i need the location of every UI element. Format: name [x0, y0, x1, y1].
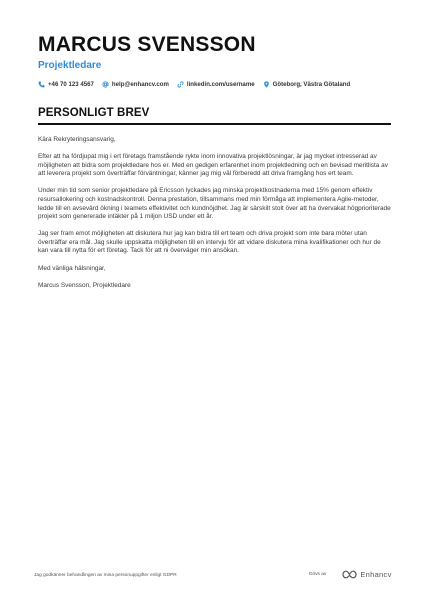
- letter-paragraph-3: Jag ser fram emot möjligheten att diskutera hur jag kan bidra till ert team och driva projekt som inte bara möter utan överträffar era mål. Jag skulle uppskatta möjligheten till en intervju för att vidare diskutera mina kvalifikationer och hur de kan vara till nytta för ert företag. Tack för att ni överväger min ansökan.: [38, 230, 381, 255]
- contact-phone-text: +46 70 123 4567: [48, 81, 94, 88]
- at-icon: [102, 81, 109, 88]
- powered-by-footer[interactable]: [309, 570, 392, 579]
- contact-phone[interactable]: [38, 81, 94, 88]
- phone-icon: [38, 81, 45, 88]
- letter-body: [38, 136, 391, 290]
- contact-location-text: Göteborg, Västra Götaland: [272, 81, 351, 88]
- cover-letter-section: [38, 107, 391, 299]
- letter-greeting: Kära Rekryteringsansvarig,: [38, 136, 116, 143]
- gdpr-consent-text: Jag godkänner behandlingen av mina personuppgifter enligt GDPR: [34, 573, 177, 578]
- enhancv-logo-icon: [342, 570, 357, 579]
- contact-email[interactable]: [102, 81, 169, 88]
- link-icon: [177, 81, 184, 88]
- contact-linkedin[interactable]: [177, 81, 255, 88]
- section-divider: [38, 123, 391, 125]
- contact-location: [263, 81, 351, 88]
- candidate-name: MARCUS SVENSSON: [38, 33, 256, 56]
- contact-email-text: help@enhancv.com: [111, 81, 169, 88]
- resume-header: [38, 34, 398, 88]
- powered-by-label: Drivs av: [309, 572, 327, 577]
- letter-signature: Marcus Svensson, Projektledare: [38, 281, 131, 289]
- location-pin-icon: [263, 81, 270, 88]
- candidate-role: Projektledare: [38, 60, 102, 71]
- contact-info-row: [38, 81, 398, 88]
- letter-closing: Med vänliga hälsningar,: [38, 264, 106, 272]
- letter-paragraph-1: Efter att ha fördjupat mig i ert företags framstående rykte inom innovativa projektlösningar, är jag mycket intresserad av möjligheten att bidra som projektledare hos er. Med en gedigen erfarenhet inom projektledning och en bevisad meritlista av att leverera projekt som överträffar förväntningar, känner jag mig väl förberedd att driva framgång hos ert team.: [38, 153, 388, 178]
- contact-linkedin-text: linkedin.com/username: [186, 81, 255, 88]
- letter-paragraph-2: Under min tid som senior projektledare på Ericsson lyckades jag minska projektkostnaderna med 15% genom effektiv resursallokering och kostnadskontroll. Denna prestation, tillsammans med min förmåga att implementera Agile-metoder, ledde till en avsevärd ökning i teamets effektivitet och kundnöjdhet. Jag är särskilt stolt över att ha övervakat högprioriterade projekt som genererade intäkter på 1 miljon USD under ett år.: [38, 187, 391, 221]
- section-title: PERSONLIGT BREV: [38, 107, 150, 119]
- brand-name: Enhancv: [360, 570, 392, 579]
